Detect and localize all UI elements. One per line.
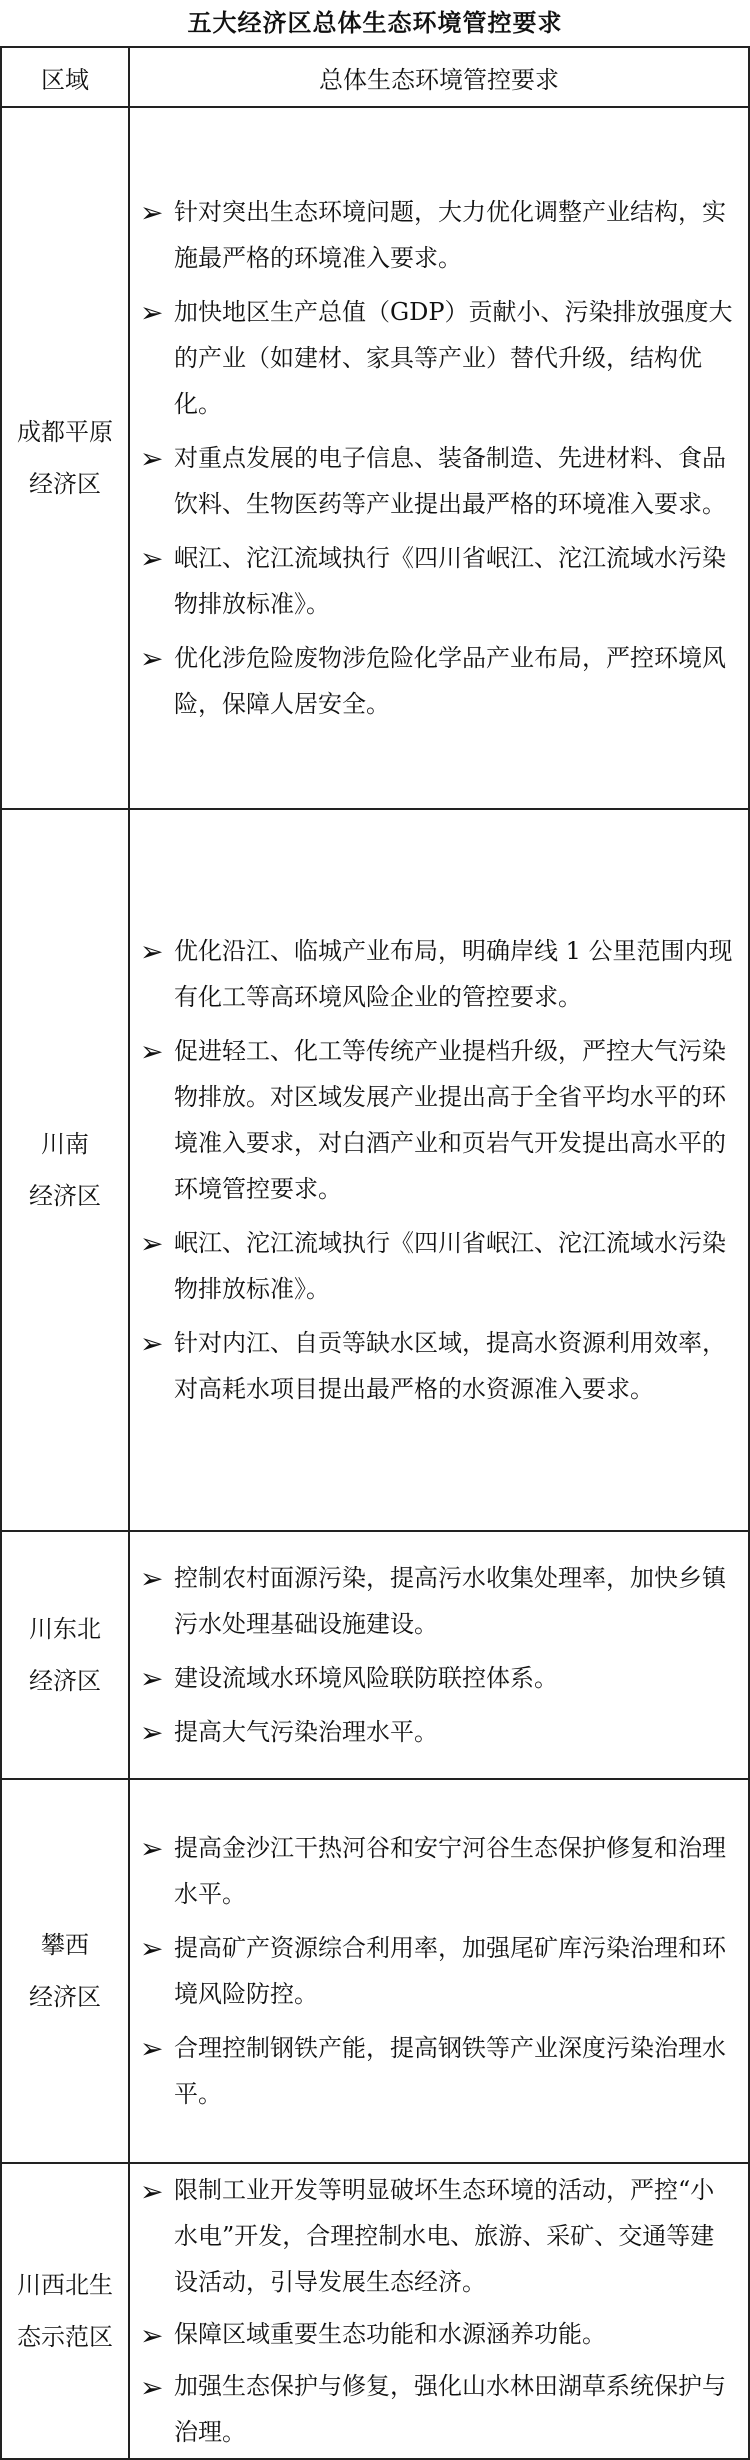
- item-text: 合理控制钢铁产能，提高钢铁等产业深度污染治理水平。: [174, 2034, 726, 2108]
- item-text: 优化涉危险废物涉危险化学品产业布局，严控环境风险，保障人居安全。: [174, 644, 726, 718]
- arrow-bullet-icon: ➢: [140, 1662, 164, 1695]
- list-item: [130, 1551, 748, 1651]
- arrow-bullet-icon: ➢: [140, 2319, 164, 2352]
- list-item: [130, 2360, 748, 2458]
- arrow-bullet-icon: ➢: [140, 2175, 164, 2208]
- region-name-line: 经济区: [29, 1983, 101, 2011]
- list-item: [130, 924, 748, 1024]
- arrow-bullet-icon: ➢: [140, 935, 164, 968]
- region-name-line: 成都平原: [17, 418, 113, 446]
- item-text: 岷江、沱江流域执行《四川省岷江、沱江流域水污染物排放标准》。: [174, 1229, 726, 1303]
- region-cell: [1, 1779, 129, 2163]
- requirements-cell: [129, 2163, 749, 2459]
- list-item: [130, 531, 748, 631]
- item-text: 提高矿产资源综合利用率，加强尾矿库污染治理和环境风险防控。: [174, 1934, 726, 2008]
- region-name-line: 经济区: [29, 470, 101, 498]
- item-text: 岷江、沱江流域执行《四川省岷江、沱江流域水污染物排放标准》。: [174, 544, 726, 618]
- region-cell: [1, 809, 129, 1531]
- requirements-cell: [129, 1779, 749, 2163]
- item-text: 促进轻工、化工等传统产业提档升级，严控大气污染物排放。对区域发展产业提出高于全省平均水平的环境准入要求，对白酒产业和页岩气开发提出高水平的环境管控要求。: [174, 1037, 726, 1203]
- list-item: [130, 1821, 748, 1921]
- item-text: 优化沿江、临城产业布局，明确岸线 1 公里范围内现有化工等高环境风险企业的管控要求。: [174, 937, 733, 1011]
- list-item: [130, 1705, 748, 1759]
- arrow-bullet-icon: ➢: [140, 542, 164, 575]
- region-cell: [1, 1531, 129, 1779]
- list-item: [130, 285, 748, 431]
- arrow-bullet-icon: ➢: [140, 2371, 164, 2404]
- arrow-bullet-icon: ➢: [140, 1227, 164, 1260]
- arrow-bullet-icon: ➢: [140, 442, 164, 475]
- requirements-cell: [129, 1531, 749, 1779]
- item-text: 保障区域重要生态功能和水源涵养功能。: [174, 2320, 606, 2348]
- item-text: 提高金沙江干热河谷和安宁河谷生态保护修复和治理水平。: [174, 1834, 726, 1908]
- arrow-bullet-icon: ➢: [140, 1562, 164, 1595]
- region-name-line: 态示范区: [17, 2323, 113, 2351]
- list-item: [130, 2021, 748, 2121]
- item-text: 限制工业开发等明显破坏生态环境的活动，严控“小水电”开发，合理控制水电、旅游、采矿、交通等建设活动，引导发展生态经济。: [174, 2176, 715, 2296]
- table-row: [1, 809, 749, 1531]
- region-name-line: 川东北: [29, 1615, 101, 1643]
- requirements-cell: [129, 107, 749, 809]
- arrow-bullet-icon: ➢: [140, 296, 164, 329]
- header-requirements: 总体生态环境管控要求: [129, 47, 749, 107]
- table-row: [1, 1531, 749, 1779]
- region-name-line: 攀西: [41, 1931, 89, 1959]
- header-region: 区域: [1, 47, 129, 107]
- arrow-bullet-icon: ➢: [140, 642, 164, 675]
- item-text: 加快地区生产总值（GDP）贡献小、污染排放强度大 的产业（如建材、家具等产业）替代升级，结构优化。: [174, 298, 733, 418]
- requirements-table: [0, 46, 750, 2460]
- region-name-line: 经济区: [29, 1667, 101, 1695]
- region-name-line: 川西北生: [17, 2271, 113, 2299]
- item-text: 加强生态保护与修复，强化山水林田湖草系统保护与治理。: [174, 2372, 726, 2446]
- list-item: [130, 2308, 748, 2360]
- requirements-cell: [129, 809, 749, 1531]
- list-item: [130, 1316, 748, 1416]
- arrow-bullet-icon: ➢: [140, 196, 164, 229]
- arrow-bullet-icon: ➢: [140, 1716, 164, 1749]
- item-text: 针对内江、自贡等缺水区域，提高水资源利用效率，对高耗水项目提出最严格的水资源准入要求。: [174, 1329, 726, 1403]
- page-title: 五大经济区总体生态环境管控要求: [187, 9, 563, 37]
- arrow-bullet-icon: ➢: [140, 1327, 164, 1360]
- list-item: [130, 1216, 748, 1316]
- list-item: [130, 1024, 748, 1216]
- item-text: 针对突出生态环境问题，大力优化调整产业结构，实施最严格的环境准入要求。: [174, 198, 726, 272]
- list-item: [130, 185, 748, 285]
- region-cell: [1, 2163, 129, 2459]
- arrow-bullet-icon: ➢: [140, 1035, 164, 1068]
- list-item: [130, 631, 748, 731]
- list-item: [130, 1921, 748, 2021]
- region-name-line: 经济区: [29, 1182, 101, 1210]
- arrow-bullet-icon: ➢: [140, 1932, 164, 1965]
- table-row: [1, 2163, 749, 2459]
- arrow-bullet-icon: ➢: [140, 2032, 164, 2065]
- list-item: [130, 1651, 748, 1705]
- list-item: [130, 431, 748, 531]
- item-text: 对重点发展的电子信息、装备制造、先进材料、食品饮料、生物医药等产业提出最严格的环境准入要求。: [174, 444, 726, 518]
- table-row: [1, 107, 749, 809]
- region-cell: [1, 107, 129, 809]
- table-header-row: [1, 47, 749, 107]
- item-text: 提高大气污染治理水平。: [174, 1718, 438, 1746]
- item-text: 控制农村面源污染，提高污水收集处理率，加快乡镇污水处理基础设施建设。: [174, 1564, 726, 1638]
- arrow-bullet-icon: ➢: [140, 1832, 164, 1865]
- list-item: [130, 2164, 748, 2308]
- table-row: [1, 1779, 749, 2163]
- region-name-line: 川南: [41, 1130, 89, 1158]
- item-text: 建设流域水环境风险联防联控体系。: [174, 1664, 558, 1692]
